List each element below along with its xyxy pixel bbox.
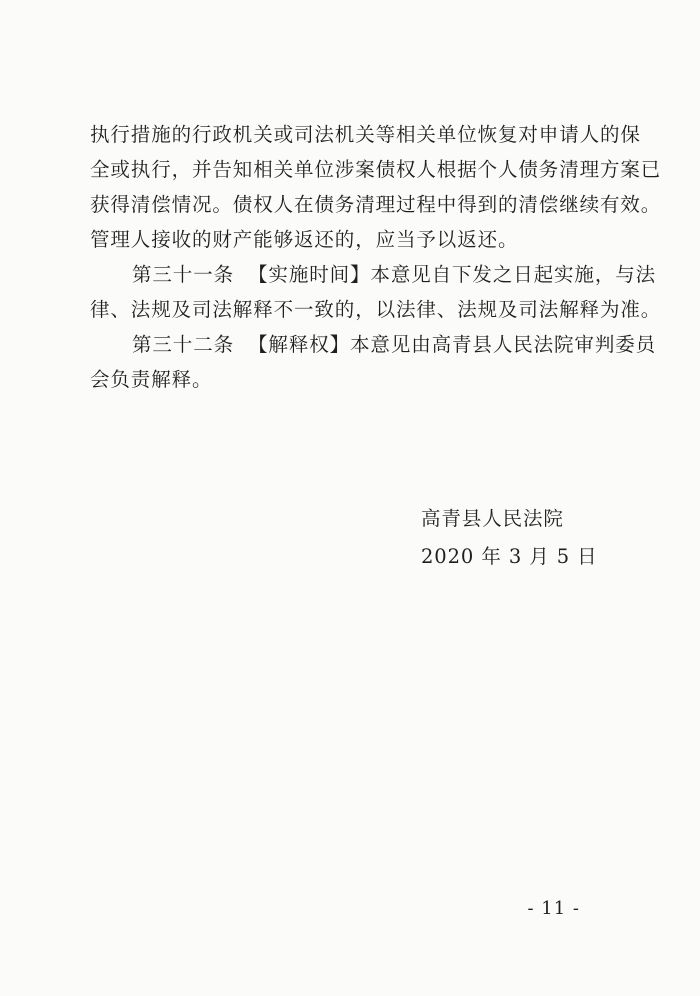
paragraph-line-2: 全或执行，并告知相关单位涉案债权人根据个人债务清理方案已 <box>90 158 662 181</box>
article-32-text: 本意见由高青县人民法院审判委员 <box>350 333 657 356</box>
article-32-number: 第三十二条 <box>132 333 235 356</box>
paragraph-line-3: 获得清偿情况。债权人在债务清理过程中得到的清偿继续有效。 <box>90 193 662 216</box>
article-31-text: 本意见自下发之日起实施，与法 <box>370 263 657 286</box>
document-body <box>90 117 662 397</box>
issue-date: 2020 年 3 月 5 日 <box>421 545 598 568</box>
signature-block <box>421 500 598 576</box>
article-31-number: 第三十一条 <box>132 263 235 286</box>
article-32-line-1 <box>90 327 657 362</box>
article-31-line-1 <box>90 257 657 292</box>
issuer-name: 高青县人民法院 <box>421 507 564 530</box>
article-31-line-2: 律、法规及司法解释不一致的，以法律、法规及司法解释为准。 <box>90 298 662 321</box>
paragraph-line-4: 管理人接收的财产能够返还的，应当予以返还。 <box>90 228 519 251</box>
page-number: - 11 - <box>527 898 580 919</box>
article-32-line-2: 会负责解释。 <box>90 368 213 391</box>
article-31-title: 【实施时间】 <box>248 263 371 286</box>
paragraph-line-1: 执行措施的行政机关或司法机关等相关单位恢复对申请人的保 <box>90 123 641 146</box>
article-32-title: 【解释权】 <box>248 333 351 356</box>
